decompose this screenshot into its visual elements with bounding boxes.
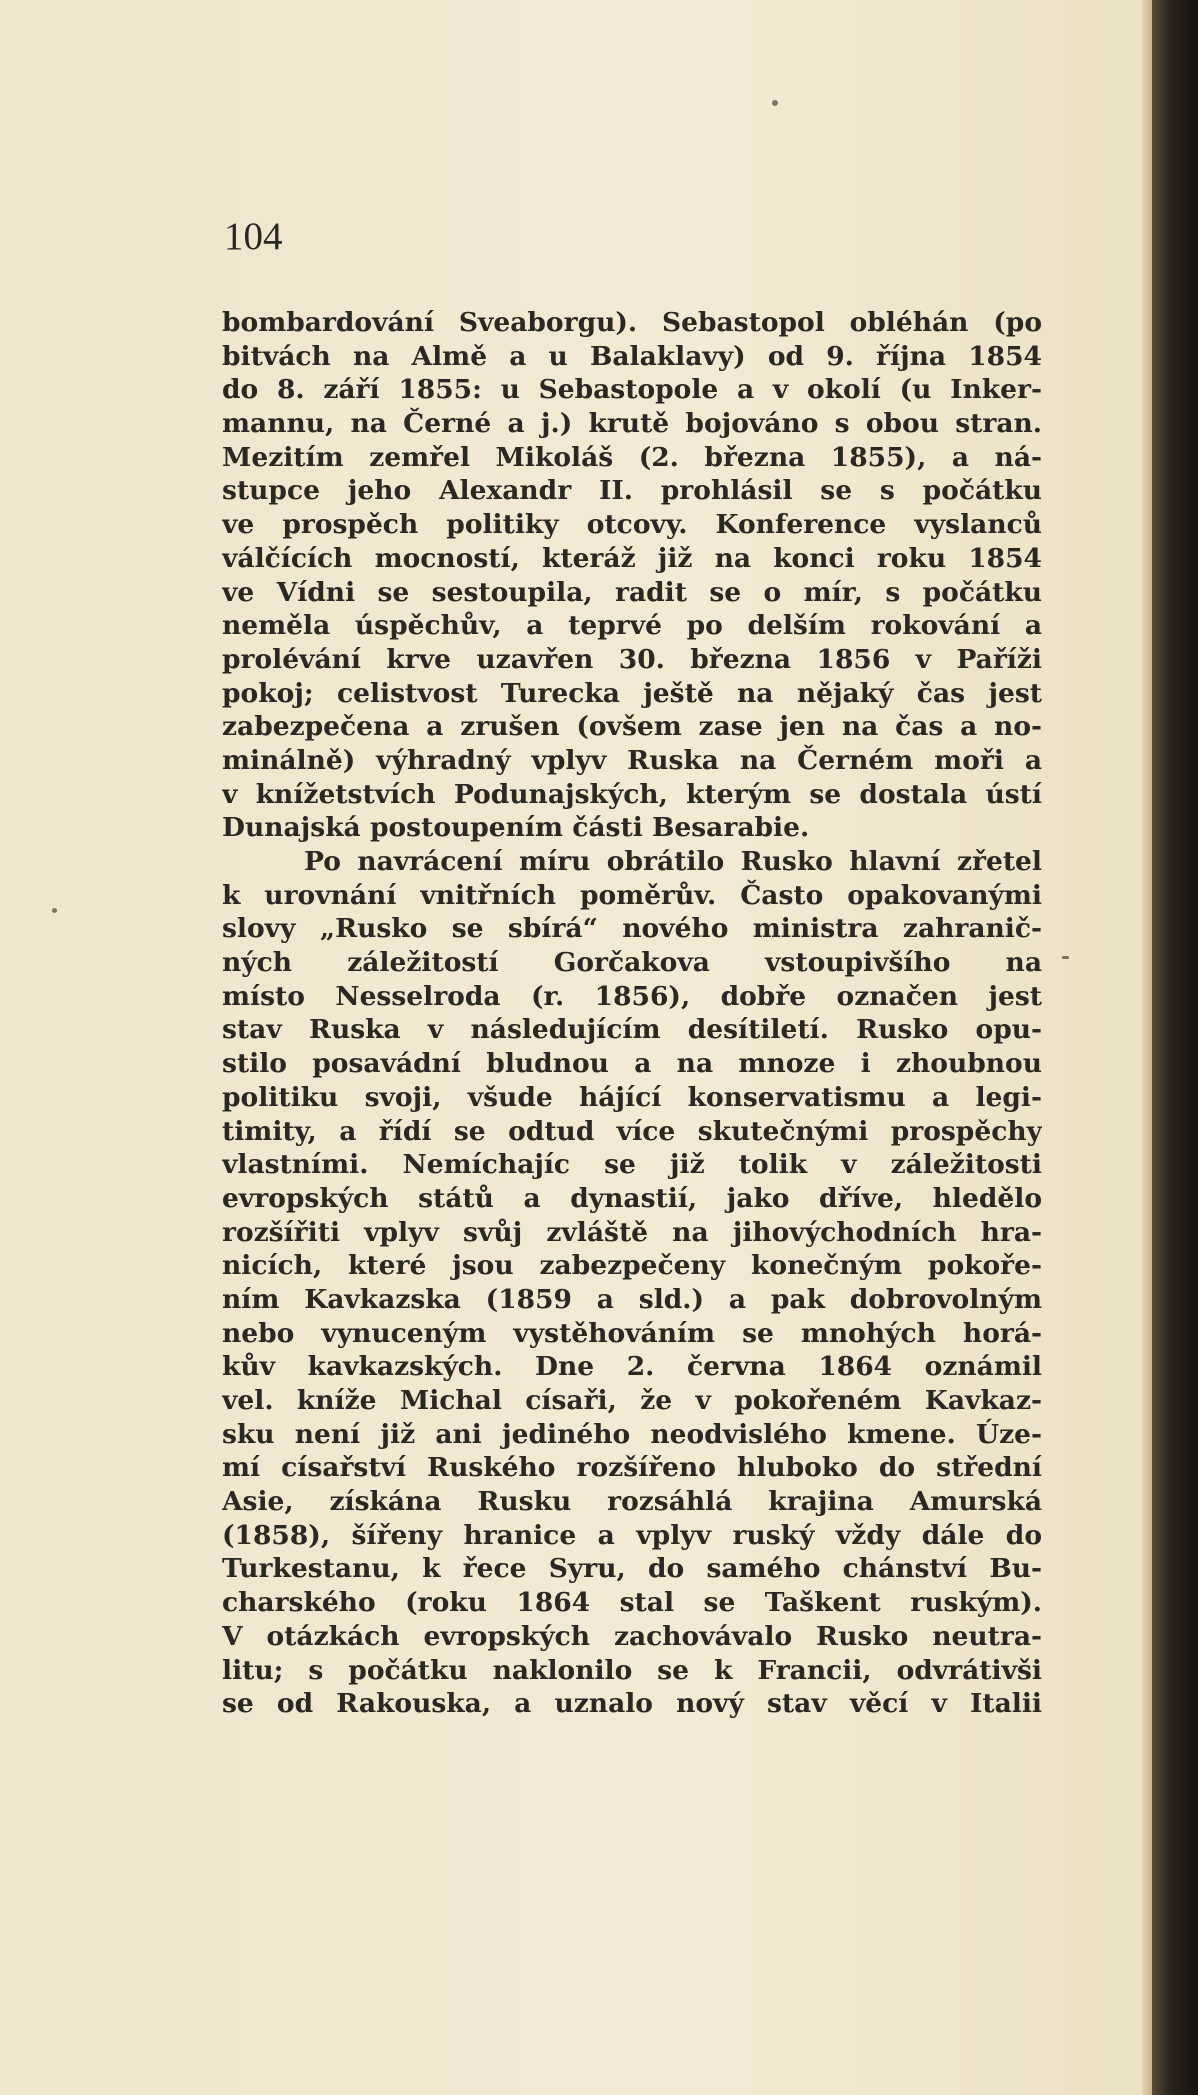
text-line: stav Ruska v následujícím desítiletí. Rusko opu- [222, 1014, 1042, 1046]
text-line: politiku svoji, všude hájící konservatismu a legi- [222, 1081, 1042, 1113]
text-line: V otázkách evropských zachovávalo Rusko neutra- [222, 1620, 1042, 1652]
book-binding [1152, 0, 1198, 2095]
print-speck [772, 100, 778, 106]
text-line: evropských států a dynastií, jako dříve, hledělo [222, 1182, 1042, 1214]
text-line: k urovnání vnitřních poměrův. Často opakovanými [222, 879, 1042, 911]
text-line: bombardování Sveaborgu). Sebastopol obléhán (po [222, 307, 1042, 338]
text-line: Dunajská postoupením části Besarabie. [222, 812, 810, 844]
text-line: se od Rakouska, a uznalo nový stav věcí v Italii [222, 1688, 1042, 1720]
text-line: sku není již ani jediného neodvislého kmene. Úze- [222, 1418, 1042, 1450]
text-line: stilo posavádní bludnou a na mnoze i zhoubnou [222, 1048, 1042, 1080]
text-line: místo Nesselroda (r. 1856), dobře označen jest [222, 980, 1042, 1012]
text-line: ve prospěch politiky otcovy. Konference vyslanců [222, 509, 1042, 541]
text-line: neměla úspěchův, a teprvé po delším rokování a [222, 610, 1042, 642]
text-line: slovy „Rusko se sbírá“ nového ministra zahranič- [222, 913, 1042, 945]
text-line: timity, a řídí se odtud více skutečnými prospěchy [222, 1115, 1042, 1147]
text-line: mí císařství Ruského rozšířeno hluboko do střední [222, 1452, 1042, 1484]
text-line: Turkestanu, k řece Syru, do samého chánství Bu- [222, 1553, 1042, 1585]
text-line: charského (roku 1864 stal se Taškent ruským). [222, 1587, 1042, 1619]
page-number: 104 [224, 215, 283, 258]
text-line: bitvách na Almě a u Balaklavy) od 9. října 1854 [222, 340, 1042, 372]
text-line: vlastními. Nemíchajíc se již tolik v záležitosti [222, 1149, 1042, 1181]
text-line: (1858), šířeny hranice a vplyv ruský vždy dále do [222, 1519, 1042, 1551]
text-line: pokoj; celistvost Turecka ještě na nějaký čas jest [222, 677, 1042, 709]
text-line: ných záležitostí Gorčakova vstoupivšího na [222, 947, 1042, 979]
text-line: do 8. září 1855: u Sebastopole a v okolí (u Inker- [222, 374, 1042, 406]
text-line: prolévání krve uzavřen 30. března 1856 v Paříži [222, 643, 1042, 675]
text-line: litu; s počátku naklonilo se k Francii, odvrátivši [222, 1654, 1042, 1686]
print-speck [1062, 956, 1069, 959]
text-line: vel. kníže Michal císaři, že v pokořeném Kavkaz- [222, 1385, 1042, 1416]
page-edge-shadow [1142, 0, 1152, 2095]
text-line: nicích, které jsou zabezpečeny konečným pokoře- [222, 1250, 1042, 1282]
text-line: ve Vídni se sestoupila, radit se o mír, s počátku [222, 576, 1042, 608]
text-line: válčících mocností, kteráž již na konci roku 1854 [222, 542, 1042, 574]
body-text [222, 306, 1042, 1721]
text-line: Mezitím zemřel Mikoláš (2. března 1855), a ná- [222, 441, 1042, 473]
text-line: nebo vynuceným vystěhováním se mnohých horá- [222, 1317, 1042, 1349]
text-line: rozšířiti vplyv svůj zvláště na jihovýchodních hra- [222, 1216, 1042, 1248]
text-line: ním Kavkazska (1859 a sld.) a pak dobrovolným [222, 1283, 1042, 1315]
text-line: stupce jeho Alexandr II. prohlásil se s počátku [222, 475, 1042, 507]
text-line: Asie, získána Rusku rozsáhlá krajina Amurská [222, 1486, 1042, 1518]
text-line: kův kavkazských. Dne 2. června 1864 oznámil [222, 1351, 1042, 1383]
text-line: mannu, na Černé a j.) krutě bojováno s obou stran. [222, 408, 1042, 440]
text-line: Po navrácení míru obrátilo Rusko hlavní zřetel [304, 846, 1042, 877]
text-line: v knížetstvích Podunajských, kterým se dostala ústí [222, 778, 1042, 810]
text-line: minálně) výhradný vplyv Ruska na Černém moři a [222, 744, 1042, 776]
text-line: zabezpečena a zrušen (ovšem zase jen na čas a no- [222, 711, 1042, 743]
print-speck [52, 908, 57, 913]
